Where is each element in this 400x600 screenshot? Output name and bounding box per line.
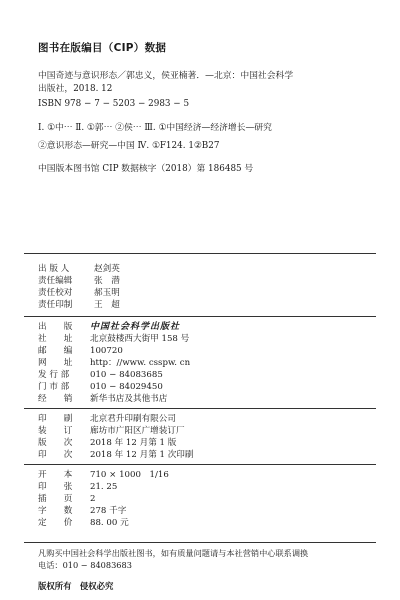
publisher-label: 门 市 部 [38,382,70,392]
editor-label: 责任校对 [38,288,73,298]
spec-value: 710 × 1000 1/16 [90,470,169,480]
divider-specs [24,542,376,543]
publisher-label: 出 版 [38,322,73,332]
cip-line-title: 中国奇迹与意识形态／郭忠义，侯亚楠著．—北京：中国社会科学 [38,71,294,81]
notice-phone: 电话：010 − 84083683 [38,559,132,570]
editor-label: 责任印制 [38,300,73,310]
spec-value: 2 [90,494,96,504]
cip-line-publisher: 出版社，2018. 12 [38,84,113,94]
divider-editors [24,316,376,317]
publisher-logo: 中国社会科学出版社 [90,322,181,332]
cip-line-record-number: 中国版本图书馆 CIP 数据核字（2018）第 186485 号 [38,164,254,174]
publisher-value: 010 − 84083685 [90,370,163,380]
editor-value: 张 潜 [94,276,120,286]
divider-printing [24,464,376,465]
publisher-label: 社 址 [38,334,73,344]
spec-value: 88. 00 元 [90,518,129,528]
divider-publisher [24,408,376,409]
copyright-notice: 版权所有 侵权必究 [38,581,114,591]
spec-value: 278 千字 [90,506,127,516]
cip-line-classification-1: Ⅰ. ①中⋯ Ⅱ. ①郭⋯ ②侯⋯ Ⅲ. ①中国经济—经济增长—研究 [38,123,272,133]
printing-value: 2018 年 12 月第 1 版 [90,438,177,448]
spec-label: 印 张 [38,482,73,492]
publisher-value: 新华书店及其他书店 [90,394,168,404]
editor-label: 责任编辑 [38,276,73,286]
printing-label: 印 刷 [38,414,73,424]
cip-line-classification-2: ②意识形态—研究—中国 Ⅳ. ①F124. 1②B27 [38,141,220,151]
quality-notice [38,548,308,571]
printing-label: 印 次 [38,450,73,460]
editor-value: 郝玉明 [94,288,120,298]
printing-value: 北京君升印刷有限公司 [90,414,176,424]
cip-line-isbn: ISBN 978 − 7 − 5203 − 2983 − 5 [38,99,190,109]
editor-label: 出 版 人 [38,264,70,274]
printing-value: 廊坊市广阳区广增装订厂 [90,426,185,436]
spec-label: 定 价 [38,518,73,528]
divider-cip [24,253,376,254]
spec-value: 21. 25 [90,482,118,492]
cip-heading: 图书在版编目（CIP）数据 [38,42,167,54]
publisher-label: 邮 编 [38,346,73,356]
publisher-label: 网 址 [38,358,73,368]
spec-label: 字 数 [38,506,73,516]
spec-label: 开 本 [38,470,73,480]
spec-label: 插 页 [38,494,73,504]
publisher-value: 100720 [90,346,123,356]
publisher-label: 经 销 [38,394,73,404]
editor-value: 王 超 [94,300,120,310]
quality-notice-text: 凡购买中国社会科学出版社图书，如有质量问题请与本社营销中心联系调换 [38,548,309,558]
printing-value: 2018 年 12 月第 1 次印刷 [90,450,194,460]
publisher-website: http：//www. csspw. cn [90,358,191,368]
publisher-value: 北京鼓楼西大街甲 158 号 [90,334,190,344]
editor-value: 赵剑英 [94,264,120,274]
publisher-value: 010 − 84029450 [90,382,163,392]
printing-label: 版 次 [38,438,73,448]
publisher-label: 发 行 部 [38,370,70,380]
printing-label: 装 订 [38,426,73,436]
